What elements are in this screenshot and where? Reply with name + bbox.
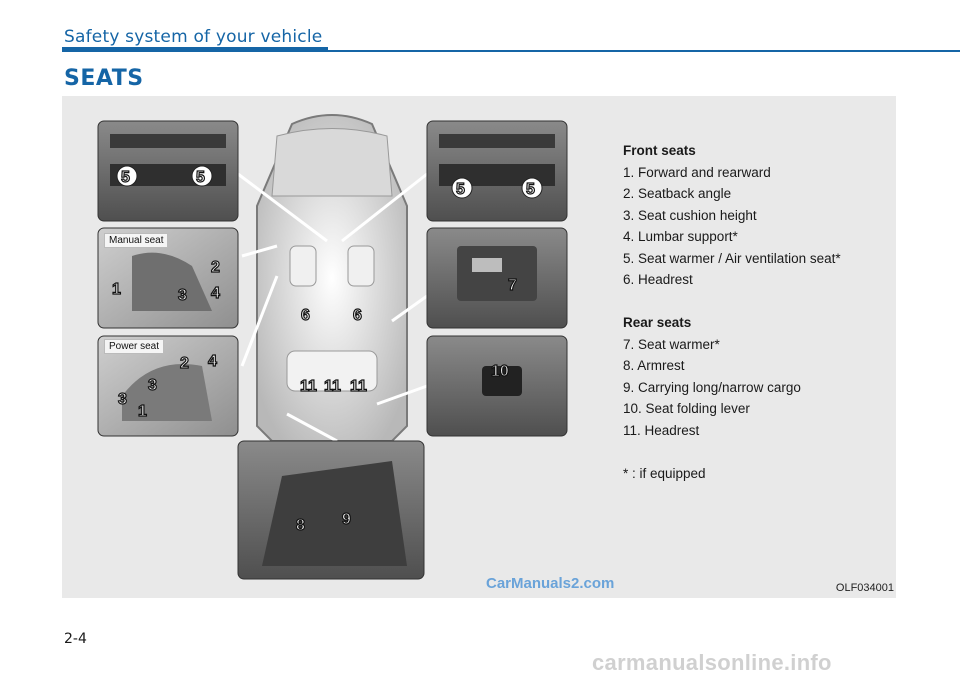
- callout-4a: 4: [211, 285, 220, 302]
- legend-item: 6. Headrest: [623, 272, 693, 287]
- legend-item: 3. Seat cushion height: [623, 207, 757, 223]
- legend-item: 2. Seatback angle: [623, 186, 732, 201]
- rear-seat-warmer-switch-box: [427, 228, 567, 328]
- legend-item: 5. Seat warmer / Air ventilation seat*: [623, 250, 841, 266]
- power-seat-tag: Power seat: [104, 339, 164, 354]
- legend-item: 11. Headrest: [623, 422, 700, 438]
- legend-item: 7. Seat warmer*: [623, 336, 720, 352]
- callout-7: 7: [508, 277, 517, 294]
- title-rule-thin: [328, 50, 960, 52]
- callout-6a: 6: [301, 307, 310, 324]
- callout-3a: 3: [178, 287, 187, 304]
- legend-front-heading: Front seats: [623, 143, 696, 158]
- callout-1b: 1: [138, 403, 147, 420]
- callout-2a: 2: [211, 259, 220, 276]
- page-number: 2-4: [64, 631, 87, 647]
- watermark-link[interactable]: CarManuals2.com: [486, 575, 615, 592]
- legend-note: * : if equipped: [623, 465, 706, 481]
- callout-2b: 2: [180, 355, 189, 372]
- callout-5b: 5: [196, 169, 205, 186]
- callout-3c: 3: [118, 391, 127, 408]
- callout-5d: 5: [526, 181, 535, 198]
- callout-6b: 6: [353, 307, 362, 324]
- callout-9: 9: [342, 511, 351, 528]
- section-title: Safety system of your vehicle: [64, 27, 323, 47]
- rear-seat-box: [238, 441, 424, 579]
- page-heading: SEATS: [64, 66, 144, 91]
- legend-item: 8. Armrest: [623, 358, 685, 373]
- legend-rear-heading: Rear seats: [623, 315, 692, 330]
- legend: [623, 140, 883, 484]
- callout-5a: 5: [121, 169, 130, 186]
- figure-code: OLF034001: [835, 582, 894, 594]
- watermark-footer: carmanualsonline.info: [592, 650, 832, 675]
- front-seat-controls-right: [427, 121, 567, 221]
- legend-item: 9. Carrying long/narrow cargo: [623, 379, 801, 395]
- callout-11b: 11: [324, 378, 341, 395]
- legend-item: 4. Lumbar support*: [623, 229, 738, 244]
- callout-8: 8: [296, 517, 305, 534]
- manual-seat-tag: Manual seat: [104, 233, 168, 248]
- legend-item: 1. Forward and rearward: [623, 164, 771, 180]
- seat-folding-lever-box: [427, 336, 567, 436]
- title-rule-thick: [62, 47, 328, 52]
- front-seat-controls-left: [98, 121, 238, 221]
- callout-10: 10: [491, 363, 509, 380]
- callout-11c: 11: [350, 378, 367, 395]
- legend-item: 10. Seat folding lever: [623, 401, 750, 416]
- callout-5c: 5: [456, 181, 465, 198]
- callout-1a: 1: [112, 281, 121, 298]
- callout-3b: 3: [148, 377, 157, 394]
- callout-4b: 4: [208, 353, 217, 370]
- callout-11a: 11: [300, 378, 317, 395]
